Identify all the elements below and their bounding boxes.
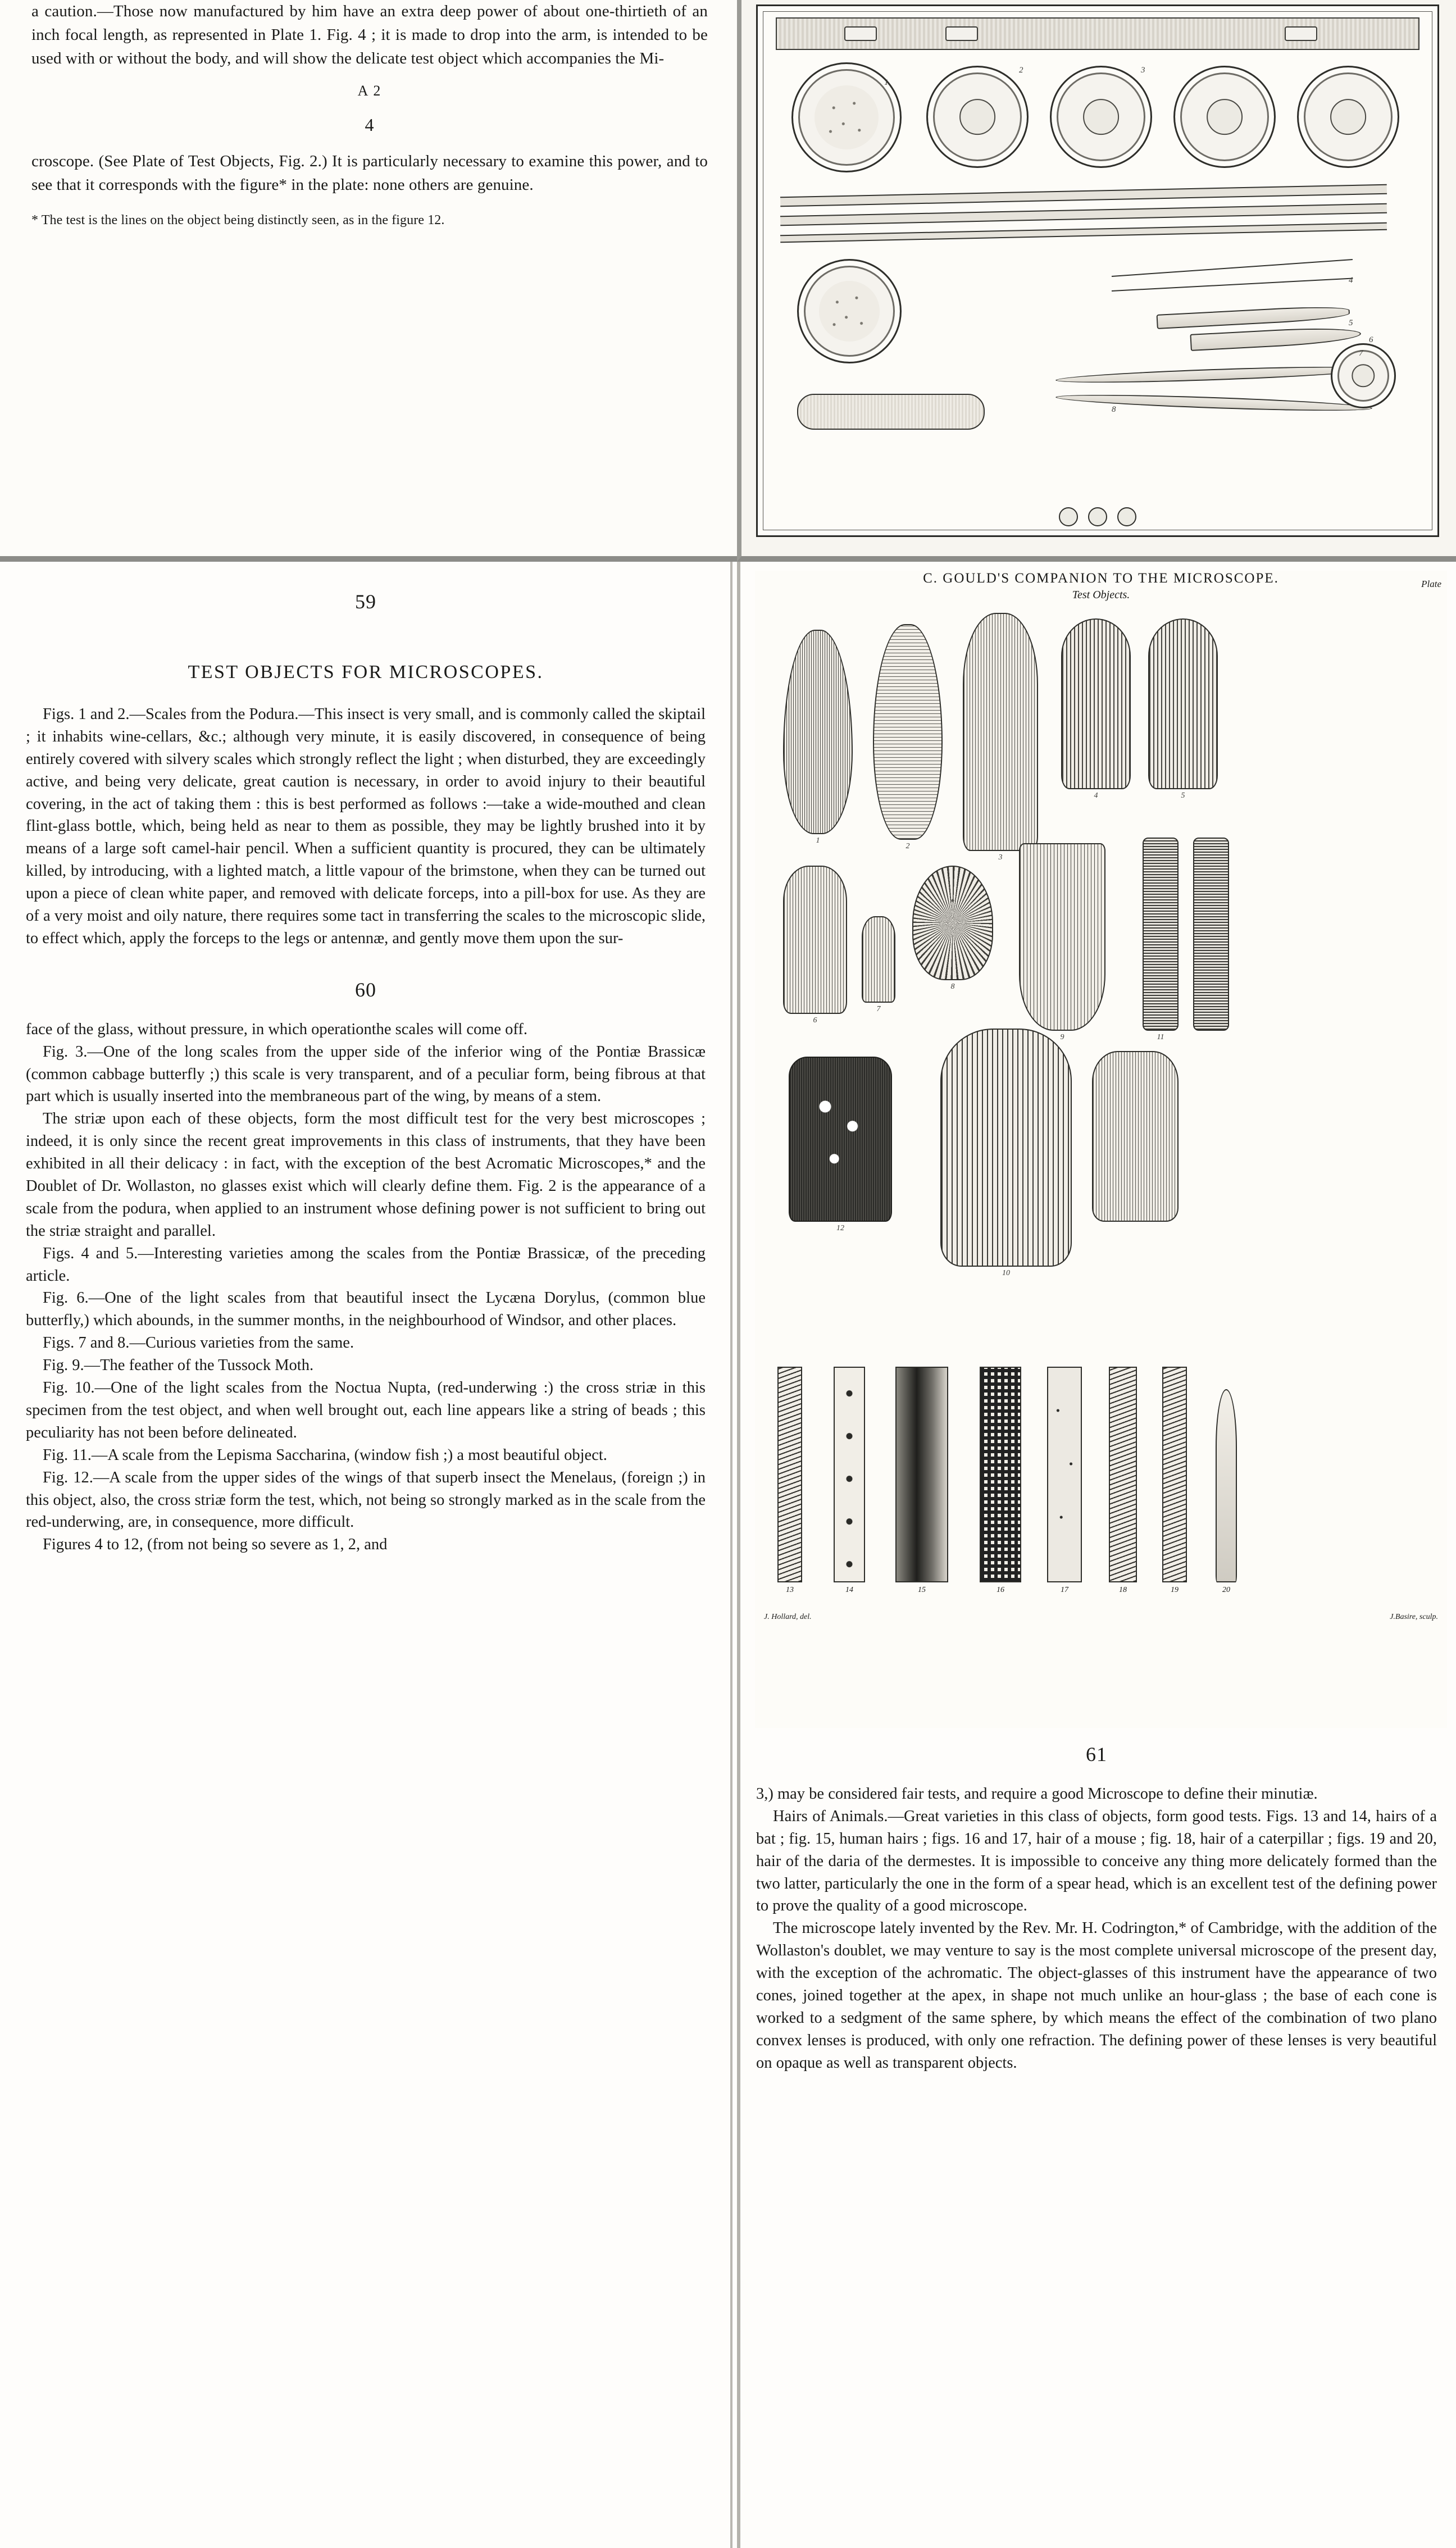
needle-probe-1 <box>1112 259 1353 277</box>
fig-label-3: 3 <box>998 853 1003 862</box>
para-fig-10: Fig. 10.—One of the light scales from the Noctua Nupta, (red-underwing :) the cross striæ in this specimen from the test object, and when well brought out, each line appears like a string of beads ; this peculiarity has not been before delineated. <box>26 1379 706 1441</box>
figure-11b-scale-strip <box>1193 838 1229 1031</box>
specimen-slide <box>797 394 985 430</box>
figure-20-spear-head-hair <box>1216 1389 1237 1594</box>
draw-tube-rod-2 <box>780 203 1387 226</box>
figure-12b-scale <box>1092 1051 1179 1222</box>
fig-label-10: 10 <box>1002 1269 1010 1277</box>
page-59-body <box>26 703 706 950</box>
lens-specimen-speckle-2 <box>819 281 880 342</box>
plate-2-and-page-61-panel <box>737 562 1456 2548</box>
curved-instrument-2 <box>1055 392 1372 414</box>
figure-13-bat-hair <box>777 1367 802 1594</box>
lens-cell-2 <box>926 66 1029 168</box>
lens-cell-7 <box>1331 343 1396 408</box>
fig-label-17: 17 <box>1061 1586 1068 1594</box>
figure-2-podura-scale-distorted <box>873 624 943 850</box>
para-scales-come-off: face of the glass, without pressure, in which operationthe scales will come off. <box>26 1020 528 1038</box>
fig-label-4: 4 <box>1094 791 1098 800</box>
fig-label-11: 11 <box>1157 1033 1164 1041</box>
fig-label-5: 5 <box>1181 791 1185 800</box>
fig-label-6: 6 <box>813 1016 817 1025</box>
figure-11-lepisma-scale <box>1143 838 1179 1041</box>
bottom-disc-row <box>1059 507 1136 526</box>
lens-cell-3 <box>1050 66 1152 168</box>
page-number-59: 59 <box>355 590 376 613</box>
para-striae-test: The striæ upon each of these objects, form the most difficult test for the very best microscopes ; indeed, it is only since the recent great improvements in this class of instruments, that they have been exhibited in all their delicacy : in fact, with the exception of the best Acromatic Microscopes,* and the Doublet of Dr. Wollaston, no glasses exist which will clearly define them. Fig. 2 is the appearance of a scale from the podura, when applied to an instrument whose defining power is not sufficient to bring out the striæ straight and parallel. <box>26 1110 706 1240</box>
paragraph-continued: a caution.—Those now manufactured by him have an extra deep power of about one-thirtieth of an inch focal length, as represented in Plate 1. Fig. 4 ; it is made to drop into the arm, is intended to be used with or without the body, and will show the delicate test object which accompanies the Mi- <box>31 2 708 67</box>
page-number-4: 4 <box>365 114 375 135</box>
figure-12-menelaus-scale <box>789 1057 892 1232</box>
page-60-body <box>26 1018 706 1556</box>
figure-5-scale-variety <box>1148 618 1218 800</box>
page-number-61: 61 <box>1086 1743 1107 1766</box>
fig-label-16: 16 <box>997 1586 1004 1594</box>
figure-15-human-hair <box>895 1367 948 1594</box>
fig-label-13: 13 <box>786 1586 794 1594</box>
fig-label-2: 2 <box>906 842 910 850</box>
para-figs-7-8: Figs. 7 and 8.—Curious varieties from the same. <box>43 1334 354 1352</box>
scales-figure-group <box>755 602 1447 1343</box>
forceps-tool <box>1157 304 1350 329</box>
case-knob-mid <box>945 26 978 41</box>
fig-label-8: 8 <box>950 982 955 991</box>
plate-1-fig-label-6: 6 <box>1369 335 1373 344</box>
plate-2-title: C. GOULD'S COMPANION TO THE MICROSCOPE. <box>923 571 1279 586</box>
para-fig-6: Fig. 6.—One of the light scales from that beautiful insect the Lycæna Dorylus, (common blue butterfly,) which abounds, in the summer months, in the neighbourhood of Windsor, and other places. <box>26 1289 706 1330</box>
plate-1-fig-label-2: 2 <box>1019 66 1023 75</box>
figure-18-caterpillar-hair <box>1109 1367 1137 1594</box>
fig-label-15: 15 <box>918 1586 926 1594</box>
page-number-60: 60 <box>355 978 376 1001</box>
figure-19-dermestes-hair <box>1162 1367 1187 1594</box>
lens-cell-6 <box>797 259 902 363</box>
draw-tube-rod-3 <box>780 222 1387 243</box>
fig-label-19: 19 <box>1171 1586 1179 1594</box>
figure-6-lycaena-dorylus-scale <box>783 866 847 1025</box>
needle-probe-2 <box>1112 277 1353 292</box>
disc-2 <box>1088 507 1107 526</box>
plate-1-fig-label-3: 3 <box>1141 66 1145 75</box>
para-figs-4-5: Figs. 4 and 5.—Interesting varieties among the scales from the Pontiæ Brassicæ, of the preceding article. <box>26 1244 706 1285</box>
plate-2-credit-left: J. Hollard, del. <box>764 1613 812 1621</box>
disc-1 <box>1059 507 1078 526</box>
plate-1-fig-label-1: 1 <box>884 78 889 87</box>
hairs-figure-group <box>755 1355 1447 1619</box>
figure-16-mouse-hair <box>980 1367 1021 1594</box>
para-hairs-of-animals: Hairs of Animals.—Great varieties in this class of objects, form good tests. Figs. 13 and 14, hairs of a bat ; fig. 15, human hairs ; figs. 16 and 17, hair of a mouse ; fig. 18, hair of a caterpillar ; figs. 19 and 20, hair of the daria of the dermestes. It is impossible to conceive any thing more delicately formed than the two latter, particularly the one in the form of a spear head, which is an excellent test of the defining power to prove the quality of a good microscope. <box>756 1807 1437 1915</box>
para-figures-4-to-12: Figures 4 to 12, (from not being so severe as 1, 2, and <box>43 1536 388 1554</box>
plate-1-fig-label-4: 4 <box>1349 276 1353 285</box>
figure-8-tussock-feather <box>912 866 993 991</box>
plate-1-fig-label-5: 5 <box>1349 319 1353 327</box>
lens-cell-row <box>786 57 1409 169</box>
fig-label-14: 14 <box>845 1586 853 1594</box>
fig-label-7: 7 <box>876 1005 881 1013</box>
para-fig-11: Fig. 11.—A scale from the Lepisma Saccharina, (window fish ;) a most beautiful object. <box>43 1446 607 1464</box>
fig-label-20: 20 <box>1222 1586 1230 1594</box>
para-fig-9: Fig. 9.—The feather of the Tussock Moth. <box>43 1357 314 1375</box>
figure-14-bat-hair <box>834 1367 865 1594</box>
figure-7-scale-variety <box>862 916 895 1013</box>
fig-label-9: 9 <box>1060 1033 1064 1041</box>
footnote-test: * The test is the lines on the object being distinctly seen, as in the figure 12. <box>31 213 445 228</box>
para-fair-tests: 3,) may be considered fair tests, and require a good Microscope to define their minutiæ. <box>756 1785 1318 1803</box>
section-heading: TEST OBJECTS FOR MICROSCOPES. <box>188 662 544 683</box>
plate-2-subtitle: Test Objects. <box>1072 589 1130 601</box>
plate-1-fig-label-7: 7 <box>1359 349 1363 358</box>
spear-head-tool <box>1190 325 1361 351</box>
plate-1-engraving <box>737 0 1456 562</box>
page-61-text <box>740 1742 1456 2074</box>
draw-tube-rod-1 <box>780 184 1387 207</box>
lens-specimen-speckle <box>815 85 879 149</box>
para-codrington-microscope: The microscope lately invented by the Rev. Mr. H. Codrington,* of Cambridge, with the addition of the Wollaston's doublet, we may venture to say is the most complete universal microscope of the present day, with the exception of the achromatic. The object-glasses of this instrument have the appearance of two cones, joined together at the apex, in shape not much unlike an hour-glass ; the base of each cone is worked to a sedgment of the same sphere, by which means the effect of the combination of two plano convex lenses is produced, with only one refraction. The defining power of these lenses is very beautiful on opaque as well as transparent objects. <box>756 1919 1437 2072</box>
fig-label-18: 18 <box>1119 1586 1127 1594</box>
lens-cell-4 <box>1173 66 1276 168</box>
case-knob-left <box>844 26 877 41</box>
page-4-body <box>31 0 708 230</box>
instrument-case-lid <box>776 17 1419 50</box>
plate-2-test-objects <box>755 571 1447 1728</box>
plate-2-corner-label: Plate <box>1421 579 1441 589</box>
case-knob-right <box>1285 26 1317 41</box>
lens-cell-5 <box>1297 66 1399 168</box>
figure-4-scale-variety <box>1061 618 1131 800</box>
disc-3 <box>1117 507 1136 526</box>
figure-3-pontia-brassicae-scale <box>963 613 1038 862</box>
para-fig-3: Fig. 3.—One of the long scales from the upper side of the inferior wing of the Pontiæ Brassicæ (common cabbage butterfly ;) this scale is very transparent, and of a peculiar form, being fibrous at that part which is usually inserted into the membraneous part of the wing, by means of a stem. <box>26 1043 706 1105</box>
page-61-body <box>756 1783 1437 2074</box>
plate-1-frame <box>756 4 1439 537</box>
plate-2-credit-right: J.Basire, sculp. <box>1390 1613 1438 1621</box>
pages-59-60-text-panel <box>0 562 737 2548</box>
figure-9-tussock-moth-feather <box>1019 843 1105 1041</box>
figure-17-mouse-hair <box>1047 1367 1082 1594</box>
fig-label-1: 1 <box>816 836 820 845</box>
para-podura-scales: Figs. 1 and 2.—Scales from the Podura.—This insect is very small, and is commonly called the skiptail ; it inhabits wine-cellars, &c.; although very minute, it is easily discovered, in consequence of being entirely covered with silvery scales which strongly reflect the light ; when disturbed, they are exceedingly active, and being very delicate, great caution is necessary, in order to avoid injury to their beautiful covering, in the act of taking them : this is best performed as follows :—take a wide-mouthed and clean flint-glass bottle, which, being held as near to them as possible, they may be lightly brushed into it by means of a large soft camel-hair pencil. When a sufficient quantity is procured, they can be ultimately killed, by introducing, with a lighted match, a little vapour of the brimstone, when they can be turned out upon a piece of clean white paper, and removed with delicate forceps, into a pill-box for use. As they are of a very moist and oily nature, there requires some tact in transferring the scales to the microscopic slide, to effect which, apply the forceps to the legs or antennæ, and gently move them upon the sur- <box>26 706 706 947</box>
figure-10-noctua-nupta-scale <box>940 1029 1072 1277</box>
plate-1-inner-border <box>763 11 1432 530</box>
figure-1-podura-scale <box>783 630 853 845</box>
para-fig-12: Fig. 12.—A scale from the upper sides of the wings of that superb insect the Menelaus, (foreign ;) in this object, also, the cross striæ form the test, which, not being so strongly marked as in the scale from the red-underwing, are, in consequence, more difficult. <box>26 1468 706 1531</box>
page-4-text-panel <box>0 0 737 562</box>
page-gutter-divider <box>730 562 732 2548</box>
curved-instrument-1 <box>1055 363 1372 386</box>
signature-mark: A 2 <box>357 83 382 99</box>
fig-label-12: 12 <box>836 1224 844 1232</box>
plate-1-fig-label-8: 8 <box>1112 405 1116 414</box>
paragraph-after: croscope. (See Plate of Test Objects, Fig. 2.) It is particularly necessary to examine this power, and to see that it corresponds with the figure* in the plate: none others are genuine. <box>31 152 708 194</box>
